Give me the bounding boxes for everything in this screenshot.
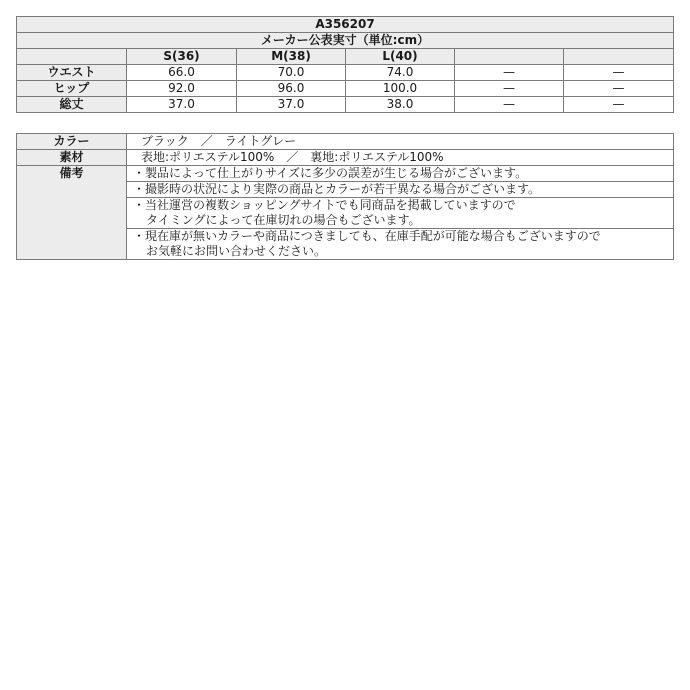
table-cell: 38.0	[346, 97, 455, 113]
note-text-continued: タイミングによって在庫切れの場合もございます。	[146, 213, 421, 227]
column-header: L(40)	[346, 49, 455, 65]
table-cell: 37.0	[237, 97, 346, 113]
color-value: ブラック ／ ライトグレー	[127, 134, 674, 150]
table-row	[17, 134, 674, 150]
table-row	[17, 81, 674, 97]
table-row	[17, 65, 674, 81]
table-row	[17, 97, 674, 113]
size-header-row	[17, 49, 674, 65]
row-label: ウエスト	[17, 65, 127, 81]
table-cell: —	[564, 65, 674, 81]
table-row	[17, 166, 674, 182]
color-label: カラー	[17, 134, 127, 150]
table-cell: —	[564, 81, 674, 97]
note-item	[127, 198, 674, 229]
size-chart-table	[16, 16, 674, 113]
table-cell: —	[564, 97, 674, 113]
material-value: 表地:ポリエステル100% ／ 裏地:ポリエステル100%	[127, 150, 674, 166]
column-header	[455, 49, 564, 65]
column-header	[17, 49, 127, 65]
table-cell: —	[455, 65, 564, 81]
note-text: ・製品によって仕上がりサイズに多少の誤差が生じる場合がございます。	[133, 166, 528, 180]
product-info-table	[16, 133, 674, 260]
notes-label: 備考	[17, 166, 127, 260]
note-text: ・現在庫が無いカラーや商品につきましても、在庫手配が可能な場合もございますので	[133, 229, 601, 243]
table-cell: 100.0	[346, 81, 455, 97]
table-cell: 66.0	[127, 65, 237, 81]
column-header: M(38)	[237, 49, 346, 65]
table-cell: 74.0	[346, 65, 455, 81]
table-cell: 96.0	[237, 81, 346, 97]
row-label: 総丈	[17, 97, 127, 113]
table-cell: —	[455, 97, 564, 113]
column-header	[564, 49, 674, 65]
size-chart-caption: メーカー公表実寸（単位:cm）	[17, 33, 674, 49]
table-cell: 70.0	[237, 65, 346, 81]
note-text-continued: お気軽にお問い合わせください。	[146, 244, 327, 258]
note-item	[127, 229, 674, 260]
material-label: 素材	[17, 150, 127, 166]
table-row	[17, 150, 674, 166]
table-cell: —	[455, 81, 564, 97]
row-label: ヒップ	[17, 81, 127, 97]
note-text: ・撮影時の状況により実際の商品とカラーが若干異なる場合がございます。	[133, 182, 541, 196]
column-header: S(36)	[127, 49, 237, 65]
note-item	[127, 166, 674, 182]
note-text: ・当社運営の複数ショッピングサイトでも同商品を掲載していますので	[133, 198, 516, 212]
note-item	[127, 182, 674, 198]
product-code: A356207	[17, 17, 674, 33]
table-cell: 37.0	[127, 97, 237, 113]
table-cell: 92.0	[127, 81, 237, 97]
